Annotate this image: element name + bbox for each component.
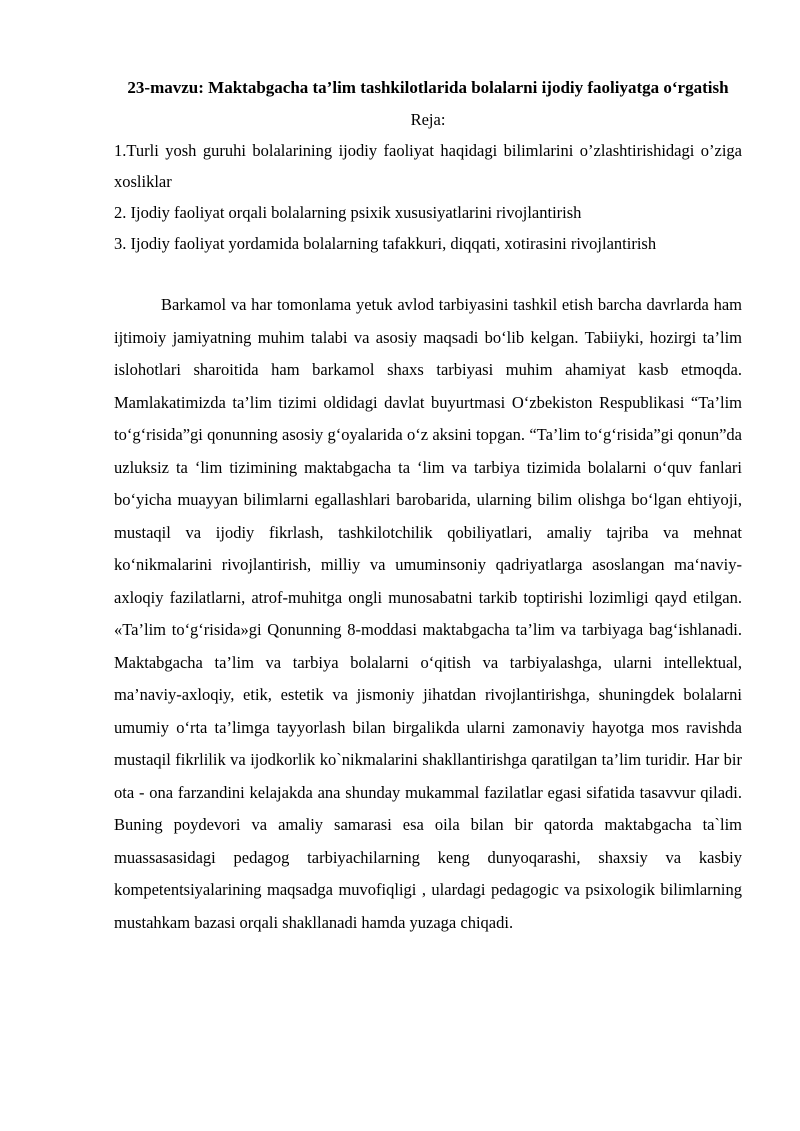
plan-heading: Reja: <box>410 110 446 129</box>
body-paragraph: Barkamol va har tomonlama yetuk avlod tarbiyasini tashkil etish barcha davrlarda ham ijtimoiy jamiyatning muhim talabi va asosiy maqsadi bo‘lib kelgan. Tabiiyki, hozirgi ta’lim islohotlari sharoitida ham barkamol shaxs tarbiyasi muhim ahamiyat kasb etmoqda. Mamlakatimizda ta’lim tizimi oldidagi davlat buyurtmasi O‘zbekiston Respublikasi “Ta’lim to‘g‘risida”gi qonunning asosiy g‘oyalarida o‘z aksini topgan. “Ta’lim to‘g‘risida”gi qonun”da uzluksiz ta ‘lim tizimining maktabgacha ta ‘lim va tarbiya tizimida bolalarni o‘quv fanlari bo‘yicha muayyan bilimlarni egallashlari barobarida, ularning bilim olishga bo‘lgan ehtiyoji, mustaqil va ijodiy fikrlash, tashkilotchilik qobiliyatlari, amaliy tajriba va mehnat ko‘nikmalarini rivojlantirish, milliy va umuminsoniy qadriyatlarga asoslangan ma‘naviy-axloqiy fazilatlarni, atrof-muhitga ongli munosabatni tarkib toptirishi lozimligi qayd etilgan. «Ta’lim to‘g‘risida»gi Qonunning 8-moddasi maktabgacha ta’lim va tarbiyaga bag‘ishlanadi. Maktabgacha ta’lim va tarbiya bolalarni o‘qitish va tarbiyalashga, ularni intellektual, ma’naviy-axloqiy, etik, estetik va jismoniy jihatdan rivojlantirishga, shuningdek bolalarni umumiy o‘rta ta’limga tayyorlash bilan birgalikda ularni zamonaviy hayotga mos ravishda mustaqil fikrlilik va ijodkorlik ko`nikmalarini shakllantirishga qaratilgan ta’lim turidir. Har bir ota - ona farzandini kelajakda ana shunday mukammal fazilatlar egasi sifatida tasavvur qiladi. Buning poydevori va amaliy samarasi esa oila bilan bir qatorda maktabgacha ta`lim muassasasidagi pedagog tarbiyachilarning keng dunyoqarashi, shaxsiy va kasbiy kompetentsiyalarining maqsadga muvofiqligi , ulardagi pedagogic va psixologik bilimlarning mustahkam bazasi orqali shakllanadi hamda yuzaga chiqadi. <box>114 295 742 932</box>
plan-item-3: 3. Ijodiy faoliyat yordamida bolalarning tafakkuri, diqqati, xotirasini rivojlantirish <box>114 234 657 253</box>
document-page <box>114 72 742 939</box>
section-spacer <box>114 259 742 289</box>
plan-item-1: 1.Turli yosh guruhi bolalarining ijodiy faoliyat haqidagi bilimlarini o’zlashtirishidagi o’ziga xosliklar <box>114 141 742 191</box>
document-title: 23-mavzu: Maktabgacha ta’lim tashkilotlarida bolalarni ijodiy faoliyatga o‘rgatish <box>127 78 729 97</box>
plan-item-2: 2. Ijodiy faoliyat orqali bolalarning psixik xususiyatlarini rivojlantirish <box>114 203 582 222</box>
